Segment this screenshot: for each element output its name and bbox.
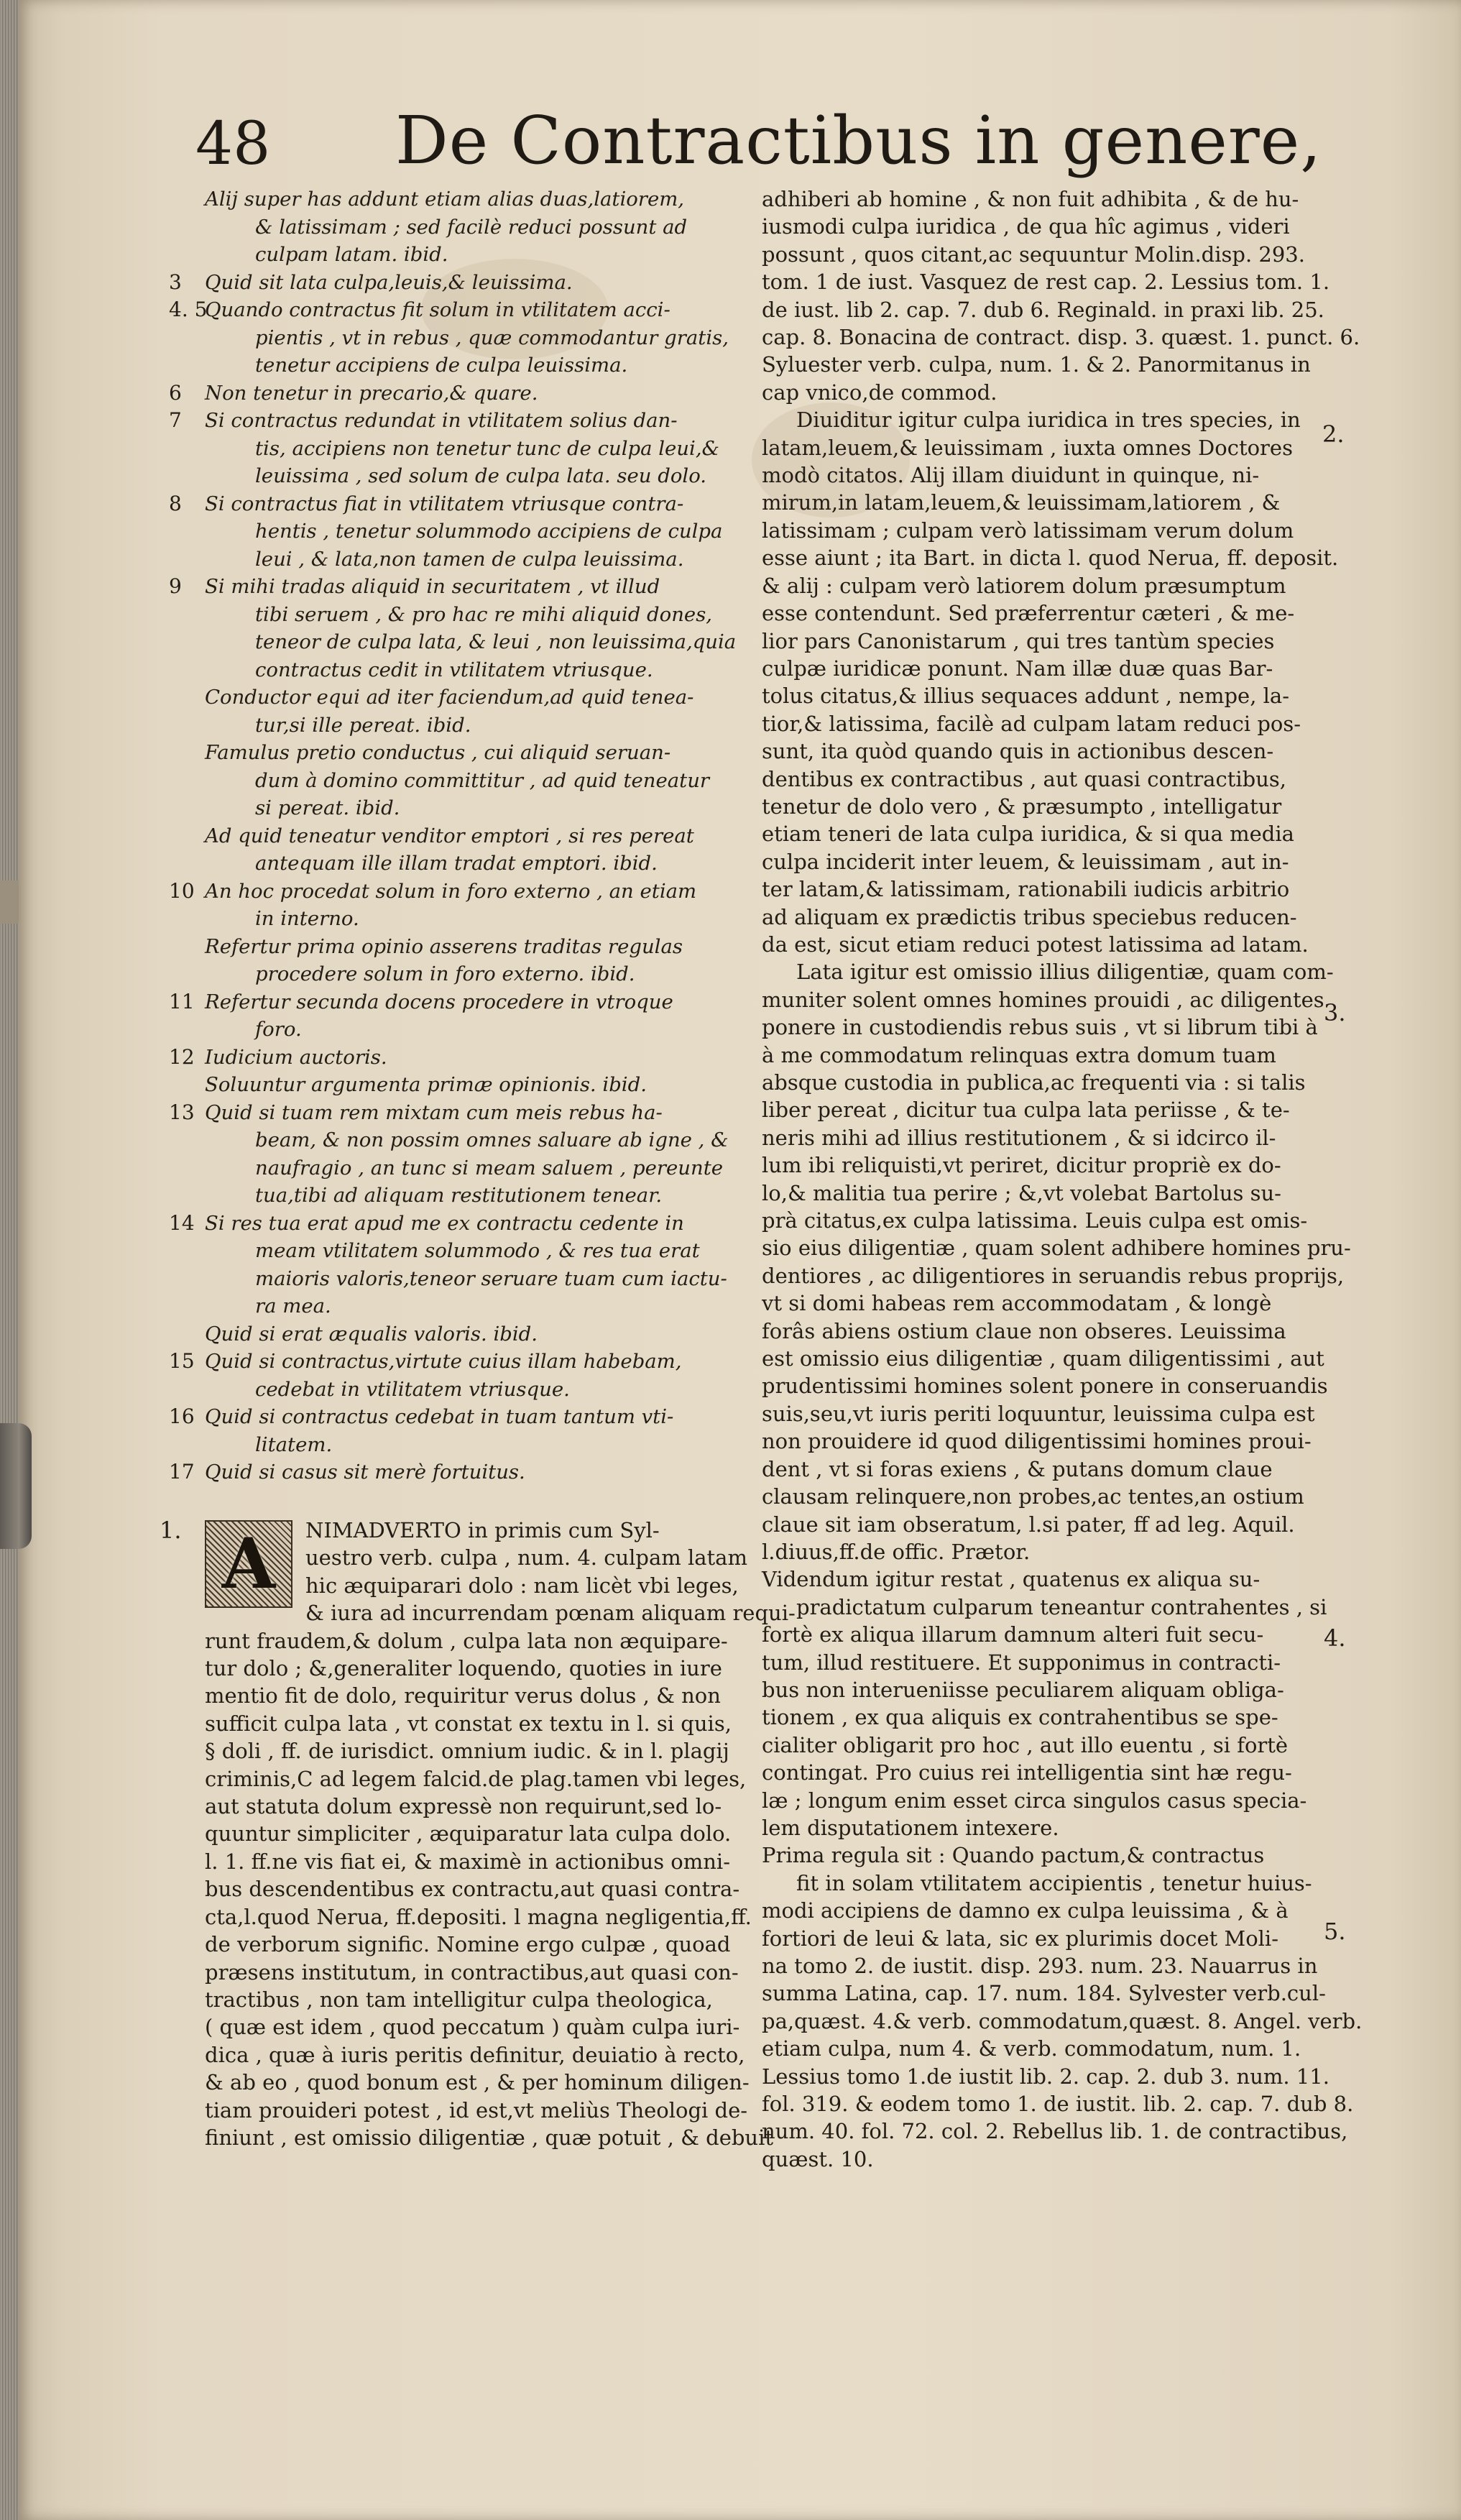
summary-line: Quid si contractus,virtute cuius illam habebam, xyxy=(205,1350,682,1373)
body-line: culpæ iuridicæ ponunt. Nam illæ duæ quas Bar- xyxy=(762,656,1273,681)
body-line: iusmodi culpa iuridica , de qua hîc agimus , videri xyxy=(762,214,1290,239)
summary-item xyxy=(169,988,758,1044)
summary-item-number: 3 xyxy=(169,270,182,294)
summary-line: leuissima , sed solum de culpa lata. seu dolo. xyxy=(255,464,707,487)
body-line: claue sit iam obseratum, l.si pater, ff ad leg. Aquil. xyxy=(762,1512,1295,1537)
summary-line: Iudicium auctoris. xyxy=(205,1045,387,1069)
body-line: l.diuus,ff.de offic. Prætor. xyxy=(762,1539,1031,1564)
summary-line: An hoc procedat solum in foro externo , an etiam xyxy=(205,879,697,903)
body-line: prà citatus,ex culpa latissima. Leuis culpa est omis- xyxy=(762,1208,1308,1233)
summary-item-number: 12 xyxy=(169,1044,195,1069)
body-line: latam,leuem,& leuissimam , iuxta omnes Doctores xyxy=(762,435,1293,460)
summary-item xyxy=(169,296,758,380)
summary-item xyxy=(169,269,758,297)
body-line: & iura ad incurrendam pœnam aliquam requi- xyxy=(305,1601,796,1626)
body-line: cta,l.quod Nerua, ff.depositi. l magna negligentia,ff. xyxy=(205,1904,752,1929)
body-line: cap vnico,de commod. xyxy=(762,380,997,405)
summary-line: Non tenetur in precario,& quare. xyxy=(205,381,538,405)
body-line: præsens institutum, in contractibus,aut quasi con- xyxy=(205,1959,739,1985)
margin-number: 1. xyxy=(160,1517,182,1544)
summary-line: maioris valoris,teneor seruare tuam cum iactu- xyxy=(255,1266,727,1290)
body-line: prudentissimi homines solent ponere in conseruandis xyxy=(762,1374,1328,1399)
body-line: pa,quæst. 4.& verb. commodatum,quæst. 8. Angel. verb. xyxy=(762,2008,1363,2033)
body-line: quuntur simpliciter , æquiparatur lata culpa dolo. xyxy=(205,1821,732,1847)
summary-line: meam vtilitatem solummodo , & res tua erat xyxy=(255,1239,700,1262)
body-line: Syluester verb. culpa, num. 1. & 2. Panormitanus in xyxy=(762,352,1311,377)
summary-line: pientis , vt in rebus , quæ commodantur gratis, xyxy=(255,326,729,349)
summary-line: beam, & non possim omnes saluare ab igne , & xyxy=(255,1128,729,1151)
summary-line: procedere solum in foro externo. ibid. xyxy=(255,962,635,985)
body-line: vt si domi habeas rem accommodatam , & longè xyxy=(762,1291,1272,1316)
body-line: de verborum signific. Nomine ergo culpæ , quoad xyxy=(205,1932,731,1957)
body-line: Videndum igitur restat , quatenus ex aliqua su- xyxy=(762,1567,1260,1592)
summary-item-number: 10 xyxy=(169,878,195,903)
summary-item xyxy=(205,684,758,739)
running-title: De Contractibus in genere, xyxy=(395,102,1322,179)
summary-line: tua,tibi ad aliquam restitutionem tenear. xyxy=(255,1184,663,1207)
summary-list xyxy=(169,185,758,1486)
body-line: hic æquiparari dolo : nam licèt vbi leges, xyxy=(305,1573,739,1598)
body-line: na tomo 2. de iustit. disp. 293. num. 23. Nauarrus in xyxy=(762,1954,1318,1978)
summary-line: Si contractus redundat in vtilitatem solius dan- xyxy=(205,409,678,432)
summary-item xyxy=(169,1210,758,1320)
body-line: sio eius diligentiæ , quam solent adhibere homines pru- xyxy=(762,1236,1351,1261)
summary-line: Alij super has addunt etiam alias duas,latiorem, xyxy=(205,188,685,211)
summary-line: culpam latam. ibid. xyxy=(255,243,448,266)
body-line: culpa inciderit inter leuem, & leuissimam , aut in- xyxy=(762,849,1289,874)
summary-item-number: 15 xyxy=(169,1349,195,1373)
body-line: tolus citatus,& illius sequaces addunt , nempe, la- xyxy=(762,684,1289,709)
body-line: runt fraudem,& dolum , culpa lata non æquipare- xyxy=(205,1628,728,1653)
body-line: adhiberi ab homine , & non fuit adhibita , & de hu- xyxy=(762,187,1299,211)
summary-line: dum à domino committitur , ad quid teneatur xyxy=(255,768,710,792)
book-page-edge xyxy=(0,0,19,2520)
body-line: fortiori de leui & lata, sic ex plurimis docet Moli- xyxy=(762,1926,1279,1951)
decorated-initial: A xyxy=(205,1520,292,1608)
body-line: sufficit culpa lata , vt constat ex textu in l. si quis, xyxy=(205,1711,732,1736)
summary-line: Refertur prima opinio asserens traditas regulas xyxy=(205,934,683,958)
body-line: ad aliquam ex prædictis tribus speciebus reducen- xyxy=(762,904,1297,929)
summary-line: teneor de culpa lata, & leui , non leuissima,quia xyxy=(255,630,737,653)
body-line: neris mihi ad illius restitutionem , & si idcirco il- xyxy=(762,1125,1276,1150)
summary-line: Quid si erat æqualis valoris. ibid. xyxy=(205,1322,538,1346)
body-line: læ ; longum enim esset circa singulos casus specia- xyxy=(762,1788,1307,1813)
margin-number: 4. xyxy=(1324,1624,1346,1652)
body-line: possunt , quos citant,ac sequuntur Molin.disp. 293. xyxy=(762,242,1305,267)
summary-line: litatem. xyxy=(255,1433,333,1456)
summary-line: tur,si ille pereat. ibid. xyxy=(255,713,471,737)
summary-line: antequam ille illam tradat emptori. ibid. xyxy=(255,852,658,875)
summary-line: Famulus pretio conductus , cui aliquid seruan- xyxy=(205,741,671,764)
body-line: etiam culpa, num 4. & verb. commodatum, num. 1. xyxy=(762,2036,1301,2061)
body-line: dentibus ex contractibus , aut quasi contractibus, xyxy=(762,766,1286,791)
body-line: Lata igitur est omissio illius diligentiæ, quam com- xyxy=(796,960,1334,985)
summary-item xyxy=(205,1320,758,1348)
summary-line: hentis , tenetur solummodo accipiens de culpa xyxy=(255,520,723,543)
summary-item-number: 17 xyxy=(169,1460,195,1484)
summary-item-number: 6 xyxy=(169,380,182,405)
body-line: pradictatum culparum teneantur contrahentes , si xyxy=(796,1594,1327,1619)
body-line: à me commodatum relinquas extra domum tuam xyxy=(762,1042,1276,1067)
summary-item xyxy=(169,490,758,574)
summary-item xyxy=(169,407,758,490)
body-line: § doli , ff. de iurisdict. omnium iudic. & in l. plagij xyxy=(205,1739,729,1764)
summary-line: Si mihi tradas aliquid in securitatem , vt illud xyxy=(205,575,660,598)
body-text-right xyxy=(762,185,1363,2173)
body-line: ( quæ est idem , quod peccatum ) quàm culpa iuri- xyxy=(205,2015,740,2040)
body-line: etiam teneri de lata culpa iuridica, & si qua media xyxy=(762,822,1294,847)
body-line: liber pereat , dicitur tua culpa lata periisse , & te- xyxy=(762,1098,1290,1123)
body-line: mirum,in latam,leuem,& leuissimam,latiorem , & xyxy=(762,490,1281,515)
summary-item-number: 13 xyxy=(169,1100,195,1124)
body-line: latissimam ; culpam verò latissimam verum dolum xyxy=(762,518,1294,543)
summary-item xyxy=(169,1348,758,1403)
body-line: Prima regula sit : Quando pactum,& contractus xyxy=(762,1843,1265,1868)
body-line: bus descendentibus ex contractu,aut quasi contra- xyxy=(205,1877,740,1902)
body-line: ter latam,& latissimam, rationabili iudicis arbitrio xyxy=(762,877,1290,902)
body-line: tior,& latissima, facilè ad culpam latam reduci pos- xyxy=(762,711,1301,736)
summary-item xyxy=(205,739,758,822)
body-line: tur dolo ; &,generaliter loquendo, quoties in iure xyxy=(205,1656,722,1681)
summary-item-number: 16 xyxy=(169,1404,195,1428)
summary-line: tibi seruem , & pro hac re mihi aliquid dones, xyxy=(255,602,713,626)
summary-item xyxy=(169,573,758,684)
summary-item-number: 4. 5 xyxy=(169,298,208,321)
summary-line: leui , & lata,non tamen de culpa leuissima. xyxy=(255,547,684,571)
body-line: fit in solam vtilitatem accipientis , tenetur huius- xyxy=(796,1870,1312,1895)
summary-line: in interno. xyxy=(255,907,359,930)
body-line: dent , vt si foras exiens , & putans domum claue xyxy=(762,1456,1273,1481)
summary-item-number: 9 xyxy=(169,574,182,598)
summary-line: Ad quid teneatur venditor emptori , si res pereat xyxy=(205,824,694,847)
body-line: de iust. lib 2. cap. 7. dub 6. Reginald. in praxi lib. 25. xyxy=(762,297,1324,322)
summary-item xyxy=(169,1099,758,1210)
body-line: forâs abiens ostium claue non obseres. Leuissima xyxy=(762,1318,1286,1343)
body-line: NIMADVERTO in primis cum Syl- xyxy=(305,1518,660,1542)
body-line: cap. 8. Bonacina de contract. disp. 3. quæst. 1. punct. 6. xyxy=(762,325,1360,350)
body-line: tom. 1 de iust. Vasquez de rest cap. 2. Lessius tom. 1. xyxy=(762,270,1330,295)
body-line: & alij : culpam verò latiorem dolum præsumptum xyxy=(762,573,1286,598)
body-line: tum, illud restituere. Et supponimus in contracti- xyxy=(762,1650,1281,1675)
body-line: & ab eo , quod bonum est , & per hominum diligen- xyxy=(205,2070,750,2095)
body-text-left xyxy=(205,1517,796,2151)
summary-line: Quid si casus sit merè fortuitus. xyxy=(205,1461,525,1484)
body-line: finiunt , est omissio diligentiæ , quæ potuit , & debuit xyxy=(205,2125,774,2150)
body-line: ponere in custodiendis rebus suis , vt si librum tibi à xyxy=(762,1015,1318,1040)
margin-number: 3. xyxy=(1324,999,1346,1026)
summary-item xyxy=(205,822,758,878)
body-line: num. 40. fol. 72. col. 2. Rebellus lib. 1. de contractibus, xyxy=(762,2119,1348,2144)
summary-line: ra mea. xyxy=(255,1295,331,1318)
summary-item-number: 11 xyxy=(169,989,195,1013)
body-line: suis,seu,vt iuris periti loquuntur, leuissima culpa est xyxy=(762,1401,1315,1426)
margin-number: 5. xyxy=(1324,1918,1346,1945)
summary-line: & latissimam ; sed facilè reduci possunt ad xyxy=(255,215,688,239)
summary-item xyxy=(169,1044,758,1072)
body-line: lum ibi reliquisti,vt periret, dicitur propriè ex do- xyxy=(762,1153,1281,1178)
body-line: cialiter obligarit pro hoc , aut illo euentu , si fortè xyxy=(762,1732,1289,1757)
page-number: 48 xyxy=(195,110,271,178)
body-line: uestro verb. culpa , num. 4. culpam latam xyxy=(305,1545,747,1571)
summary-line: Quid sit lata culpa,leuis,& leuissima. xyxy=(205,270,573,294)
summary-line: tis, accipiens non tenetur tunc de culpa leui,& xyxy=(255,436,720,460)
body-line: mentio fit de dolo, requiritur verus dolus , & non xyxy=(205,1683,721,1709)
body-line: modò citatos. Alij illam diuidunt in quinque, ni- xyxy=(762,463,1260,488)
summary-item xyxy=(169,1458,758,1486)
body-line: da est, sicut etiam reduci potest latissima ad latam. xyxy=(762,932,1309,957)
body-line: tenetur de dolo vero , & præsumpto , intelligatur xyxy=(762,794,1282,819)
body-line: bus non interueniisse peculiarem aliquam obliga- xyxy=(762,1677,1284,1702)
summary-item xyxy=(205,185,758,269)
summary-line: Quid si tuam rem mixtam cum meis rebus ha- xyxy=(205,1100,663,1124)
body-line: aut statuta dolum expressè non requirunt,sed lo- xyxy=(205,1794,722,1819)
body-line: criminis,C ad legem falcid.de plag.tamen vbi leges, xyxy=(205,1766,747,1791)
summary-item-number: 8 xyxy=(169,491,182,515)
body-line: dica , quæ à iuris peritis definitur, deuiatio à recto, xyxy=(205,2042,745,2067)
body-line: tractibus , non tam intelligitur culpa theologica, xyxy=(205,1987,713,2012)
body-line: summa Latina, cap. 17. num. 184. Sylvester verb.cul- xyxy=(762,1981,1326,2006)
summary-item xyxy=(205,933,758,988)
body-line: esse aiunt ; ita Bart. in dicta l. quod Nerua, ff. deposit. xyxy=(762,546,1339,571)
body-line: lior pars Canonistarum , qui tres tantùm species xyxy=(762,628,1275,653)
summary-line: contractus cedit in vtilitatem vtriusque. xyxy=(255,658,653,681)
summary-line: tenetur accipiens de culpa leuissima. xyxy=(255,354,628,377)
body-line: lo,& malitia tua perire ; &,vt volebat Bartolus su- xyxy=(762,1180,1281,1205)
margin-number: 2. xyxy=(1322,420,1345,448)
summary-line: Quid si contractus cedebat in tuam tantum vti- xyxy=(205,1405,674,1428)
body-line: quæst. 10. xyxy=(762,2146,874,2171)
summary-item xyxy=(205,1071,758,1099)
summary-line: Si res tua erat apud me ex contractu cedente in xyxy=(205,1211,684,1235)
summary-line: Si contractus fiat in vtilitatem vtriusque contra- xyxy=(205,492,684,515)
summary-line: foro. xyxy=(255,1018,302,1041)
summary-item-number: 14 xyxy=(169,1210,195,1235)
summary-line: Quando contractus fit solum in vtilitatem acci- xyxy=(205,298,670,321)
summary-line: Refertur secunda docens procedere in vtroque xyxy=(205,990,673,1013)
body-line: Lessius tomo 1.de iustit lib. 2. cap. 2. dub 3. num. 11. xyxy=(762,2064,1329,2089)
body-line: muniter solent omnes homines prouidi , ac diligentes xyxy=(762,987,1324,1012)
summary-item-number: 7 xyxy=(169,408,182,432)
book-clasp xyxy=(0,1423,32,1549)
body-line: clausam relinquere,non probes,ac tentes,an ostium xyxy=(762,1484,1304,1509)
body-line: non prouidere id quod diligentissimi homines proui- xyxy=(762,1429,1312,1454)
summary-line: Conductor equi ad iter faciendum,ad quid tenea- xyxy=(205,686,694,709)
summary-line: naufragio , an tunc si meam saluem , pereunte xyxy=(255,1156,724,1179)
body-line: contingat. Pro cuius rei intelligentia sint hæ regu- xyxy=(762,1760,1292,1785)
summary-line: cedebat in vtilitatem vtriusque. xyxy=(255,1377,570,1401)
body-line: Diuiditur igitur culpa iuridica in tres species, in xyxy=(796,408,1301,433)
body-line: modi accipiens de damno ex culpa leuissima , & à xyxy=(762,1898,1289,1923)
summary-line: si pereat. ibid. xyxy=(255,796,400,819)
body-line: sunt, ita quòd quando quis in actionibus descen- xyxy=(762,739,1274,764)
summary-item xyxy=(169,1403,758,1458)
summary-item xyxy=(169,380,758,408)
summary-item xyxy=(169,878,758,933)
body-line: fortè ex aliqua illarum damnum alteri fuit secu- xyxy=(762,1622,1264,1647)
body-line: tiam prouideri potest , id est,vt meliùs Theologi de- xyxy=(205,2097,748,2123)
body-line: est omissio eius diligentiæ , quam diligentissimi , aut xyxy=(762,1346,1324,1371)
body-line: tionem , ex qua aliquis ex contrahentibus se spe- xyxy=(762,1705,1278,1730)
body-line: l. 1. ff.ne vis fiat ei, & maximè in actionibus omni- xyxy=(205,1849,731,1874)
body-line: dentiores , ac diligentiores in seruandis rebus proprijs, xyxy=(762,1263,1345,1288)
body-line: esse contendunt. Sed præferrentur cæteri , & me- xyxy=(762,601,1295,626)
body-line: lem disputationem intexere. xyxy=(762,1815,1059,1840)
body-line: fol. 319. & eodem tomo 1. de iustit. lib. 2. cap. 7. dub 8. xyxy=(762,2092,1354,2117)
summary-line: Soluuntur argumenta primæ opinionis. ibid. xyxy=(205,1073,647,1096)
body-line: absque custodia in publica,ac frequenti via : si talis xyxy=(762,1070,1306,1095)
